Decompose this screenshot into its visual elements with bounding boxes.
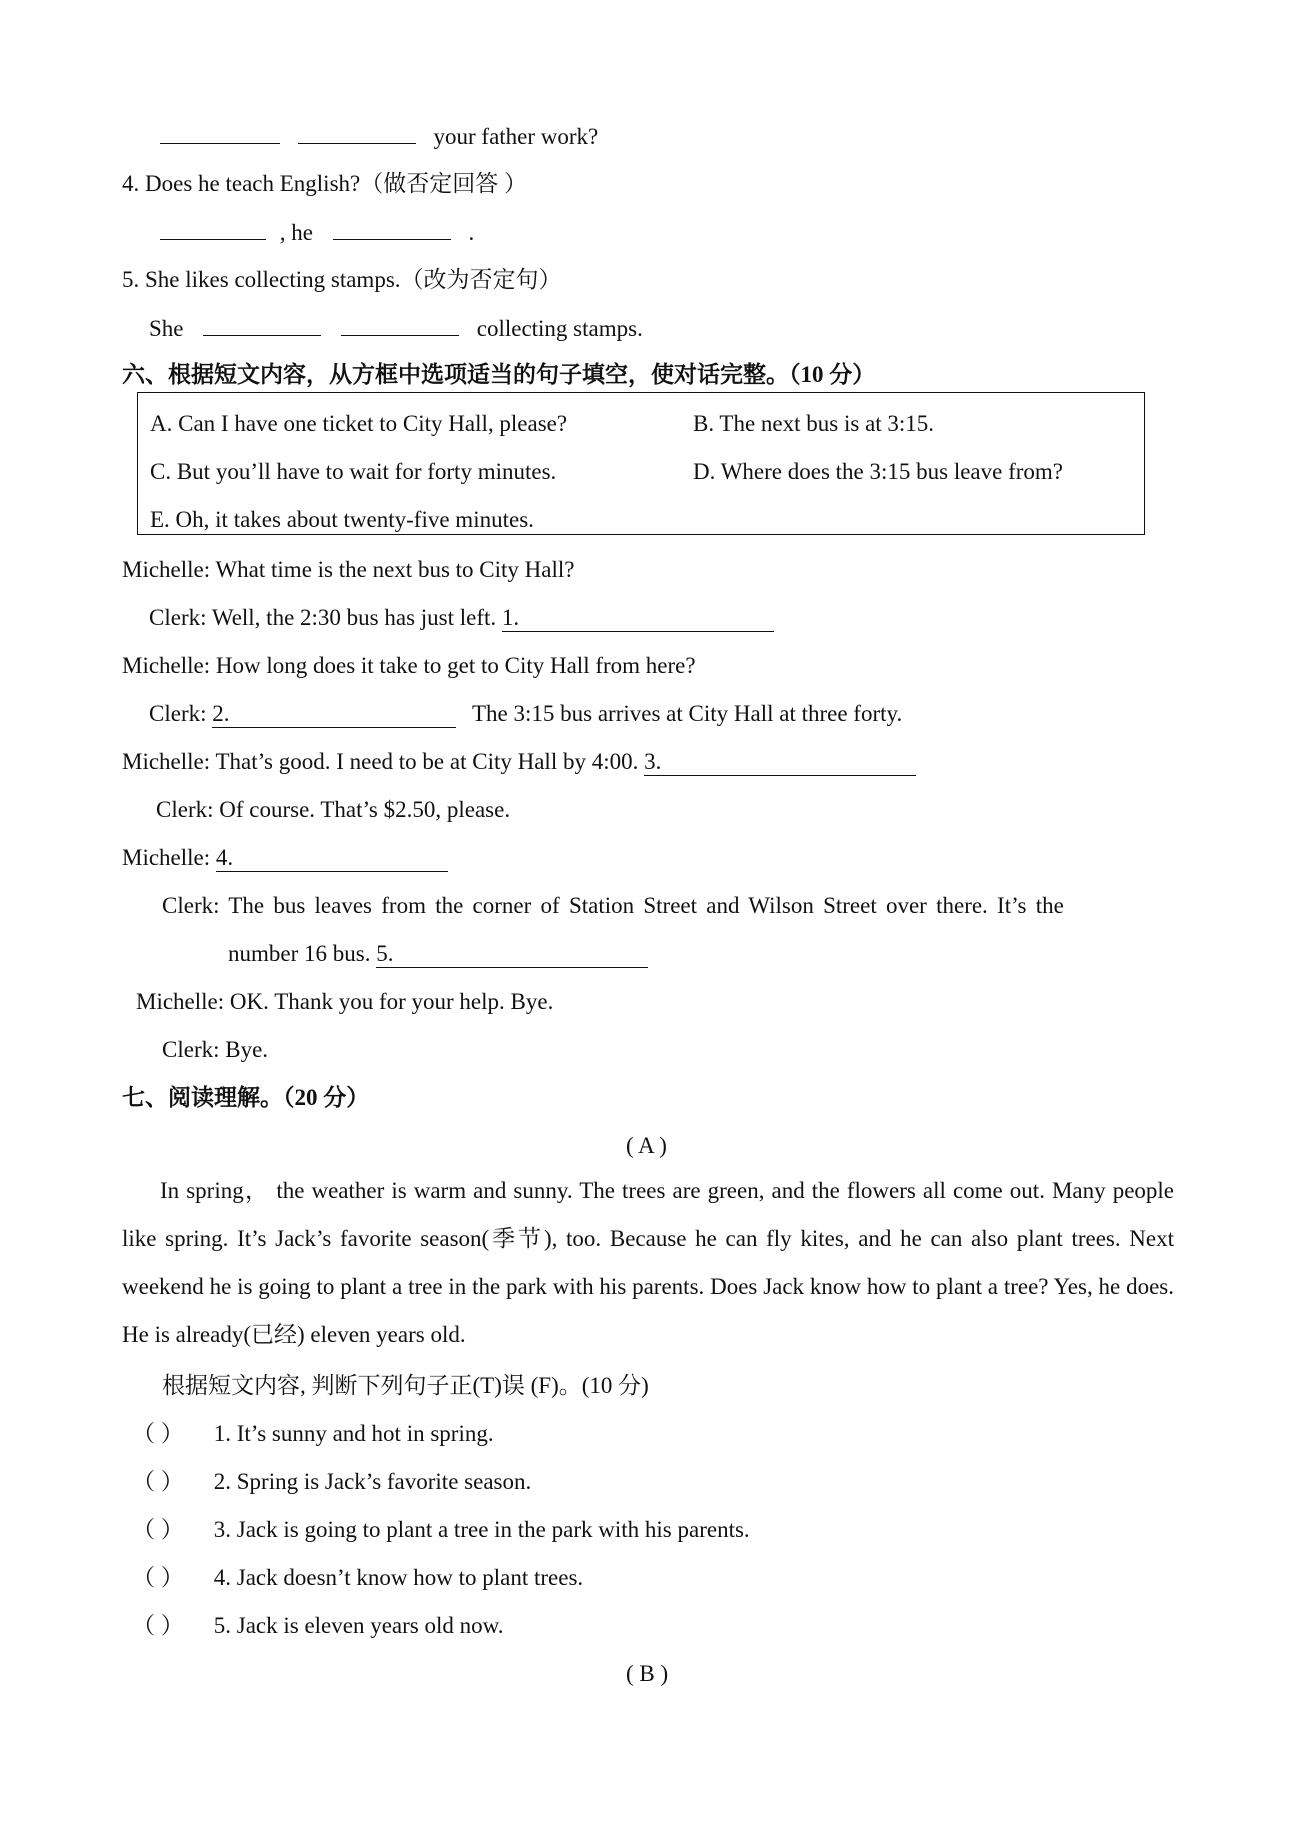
dialogue-line-9: [228, 939, 648, 969]
tf-item: [132, 1515, 750, 1545]
part-b-label: ( B ): [626, 1661, 669, 1686]
tf-answer-paren[interactable]: （ ）: [132, 1613, 184, 1638]
q5-blank-2[interactable]: [341, 313, 459, 336]
tf-answer-paren[interactable]: （ ）: [132, 1517, 184, 1542]
dialogue-line-6: Clerk: Of course. That’s $2.50, please.: [156, 797, 511, 822]
dialogue-line-5: [122, 747, 916, 777]
answer-blank-5[interactable]: 5.: [376, 941, 648, 968]
q5-end: collecting stamps.: [476, 316, 643, 341]
tf-item: [132, 1419, 494, 1449]
answer-blank-2[interactable]: 2.: [212, 701, 456, 728]
dialogue-line-1: Michelle: What time is the next bus to City Hall?: [122, 557, 575, 582]
dialogue-text-4a: Clerk:: [149, 701, 207, 726]
section7-heading: 七、阅读理解。（20 分）: [122, 1085, 370, 1110]
dialogue-text-7: Michelle:: [122, 845, 211, 870]
tf-instruction: 根据短文内容, 判断下列句子正(T)误 (F)。(10 分): [162, 1373, 649, 1398]
dialogue-text-9: number 16 bus.: [228, 941, 371, 966]
tf-item-text: 5. Jack is eleven years old now.: [213, 1613, 504, 1638]
q3-tail: your father work?: [433, 124, 599, 149]
reading-passage: In spring， the weather is warm and sunny. The trees are green, and the flowers all come out. Many people like spring. It’s Jack’s favorite season(季节), too. Because he can fly kites, and he can also plant trees. Next weekend he is going to plant a tree in the park with his parents. Does Jack know how to plant a tree? Yes, he does. He is already(已经) eleven years old.: [122, 1178, 1174, 1347]
dialogue-line-8: Clerk: The bus leaves from the corner of Station Street and Wilson Street over there. It’s the: [162, 893, 1064, 918]
q4-blank-1[interactable]: [160, 217, 266, 240]
q4-stem: 4. Does he teach English?（做否定回答 ）: [122, 171, 527, 196]
dialogue-line-11: Clerk: Bye.: [162, 1037, 269, 1062]
tf-item-text: 2. Spring is Jack’s favorite season.: [213, 1469, 532, 1494]
option-c: C. But you’ll have to wait for forty minutes.: [150, 459, 557, 484]
q5-blank-1[interactable]: [203, 313, 321, 336]
dialogue-line-4: [149, 699, 902, 729]
tf-item-text: 3. Jack is going to plant a tree in the park with his parents.: [213, 1517, 750, 1542]
tf-item-text: 4. Jack doesn’t know how to plant trees.: [213, 1565, 584, 1590]
option-a: A. Can I have one ticket to City Hall, please?: [150, 411, 568, 436]
dialogue-line-10: Michelle: OK. Thank you for your help. Bye.: [136, 989, 554, 1014]
answer-blank-1[interactable]: 1.: [502, 605, 774, 632]
tf-answer-paren[interactable]: （ ）: [132, 1565, 184, 1590]
dialogue-text-4b: The 3:15 bus arrives at City Hall at three forty.: [472, 701, 903, 726]
part-a-label: ( A ): [626, 1133, 667, 1158]
q4-blank-2[interactable]: [333, 217, 451, 240]
dialogue-text-2: Clerk: Well, the 2:30 bus has just left.: [149, 605, 497, 630]
answer-blank-4[interactable]: 4.: [216, 845, 448, 872]
option-b: B. The next bus is at 3:15.: [693, 411, 935, 436]
q5-answer-line: [149, 313, 643, 344]
q4-end: .: [468, 220, 475, 245]
tf-answer-paren[interactable]: （ ）: [132, 1421, 184, 1446]
section6-heading: 六、根据短文内容，从方框中选项适当的句子填空，使对话完整。（10 分）: [122, 362, 876, 387]
q5-start: She: [149, 316, 184, 341]
dialogue-line-7: [122, 843, 448, 873]
tf-item: [132, 1467, 531, 1497]
q5-stem: 5. She likes collecting stamps.（改为否定句）: [122, 267, 562, 292]
option-d: D. Where does the 3:15 bus leave from?: [693, 459, 1064, 484]
tf-item: [132, 1611, 504, 1641]
answer-blank-3[interactable]: 3.: [644, 749, 916, 776]
q4-mid: , he: [279, 220, 313, 245]
dialogue-line-3: Michelle: How long does it take to get to City Hall from here?: [122, 653, 696, 678]
q4-answer-line: [160, 217, 474, 248]
q3-blank-2[interactable]: [298, 121, 416, 144]
q3-line: [160, 121, 598, 152]
option-e: E. Oh, it takes about twenty-five minutes.: [150, 507, 534, 532]
dialogue-text-5: Michelle: That’s good. I need to be at City Hall by 4:00.: [122, 749, 639, 774]
dialogue-line-2: [149, 603, 774, 633]
tf-item: [132, 1563, 583, 1593]
tf-item-text: 1. It’s sunny and hot in spring.: [213, 1421, 494, 1446]
q3-blank-1[interactable]: [160, 121, 280, 144]
tf-answer-paren[interactable]: （ ）: [132, 1469, 184, 1494]
